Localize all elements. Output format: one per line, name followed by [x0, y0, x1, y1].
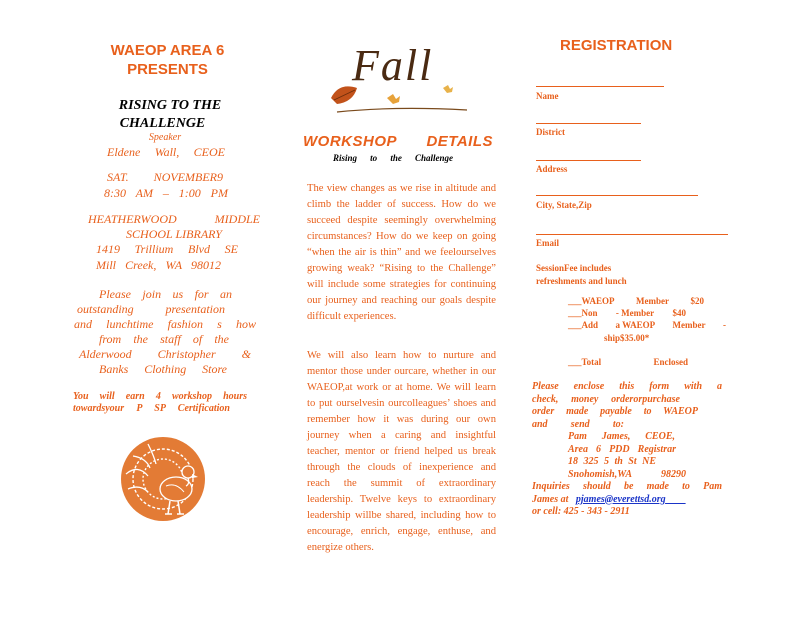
option-member-price: $20 [690, 296, 704, 306]
invite-line5: Alderwood Christopher & [79, 347, 251, 361]
address-field-line[interactable] [536, 160, 641, 161]
earn-line1: You will earn 4 workshop hours [73, 391, 247, 402]
presents-heading: PRESENTS [127, 61, 208, 78]
earn-line2: towardsyour P SP Certification [73, 403, 230, 414]
event-time: 8:30 AM – 1:00 PM [104, 186, 228, 200]
workshop-title-a: WORKSHOP [303, 133, 397, 150]
inquiries-line2 [532, 494, 722, 507]
inquiries-line3: or cell: 425 - 343 - 2911 [532, 506, 630, 517]
org-title: WAEOP AREA 6 [110, 42, 225, 59]
option-member-check: ___WAEOP [568, 296, 615, 306]
session-fee-line1: SessionFee includes [536, 263, 612, 273]
session-fee-line2: refreshments and lunch [536, 276, 627, 286]
speaker-label: Speaker [148, 132, 182, 143]
event-title-line1: RISING TO THE [118, 98, 222, 113]
email-field-line[interactable] [536, 234, 728, 235]
name-label: Name [536, 91, 559, 101]
workshop-sub-d: Challenge [414, 153, 453, 163]
venue-line1: HEATHERWOOD MIDDLE [88, 212, 260, 226]
name-field-line[interactable] [536, 86, 664, 87]
mail-address-line4: Snohomish,WA 98290 [568, 468, 686, 480]
option-add-member: Member [672, 320, 706, 330]
event-date: SAT. NOVEMBER9 [107, 170, 223, 184]
workshop-title-b: DETAILS [426, 133, 493, 150]
option-add-membership[interactable] [568, 320, 726, 330]
please-line1: Please enclose this form with a [532, 381, 722, 392]
option-nonmember-check: ___Non [568, 308, 598, 318]
event-title-line2: CHALLENGE [119, 116, 206, 131]
address-line1: 1419 Trillium Blvd SE [96, 242, 238, 256]
district-field-line[interactable] [536, 123, 641, 124]
option-nonmember-price: $40 [672, 308, 686, 318]
email-link[interactable]: pjames@everettsd.org [575, 493, 666, 505]
paragraph-2: We will also learn how to nurture and mentor those under ourcare, whether in our WAEOP,at work or at home. We will learn to put ourselvesin ourcolleagues’ shoes and remember how it was during our own journey when a caring and insightful teacher, mentor or friend helped us break through the clouds of inexperience and reach the summit of extraordinary leadership. Twelve keys to extraordinary leadership willbe shared, including how to encourage, enrich, engage, enthuse, and energize others. [307, 350, 496, 553]
option-nonmember[interactable] [568, 308, 686, 318]
payment-instructions [532, 381, 722, 519]
inquiries-name: James at [532, 493, 569, 505]
invite-line2: outstanding presentation [77, 302, 225, 316]
inquiries-line1: Inquiries should be made to Pam [532, 481, 722, 492]
please-line3: order made payable to WAEOP [532, 406, 698, 417]
option-nonmember-label: - Member [615, 308, 655, 318]
invite-line3: and lunchtime fashion s how [74, 317, 256, 331]
mail-address-line3: 18 325 5 th St NE [568, 456, 656, 467]
option-add-label: a WAEOP [615, 320, 656, 330]
city-label: City, State,Zip [536, 200, 592, 210]
option-member[interactable] [568, 296, 704, 306]
address-label: Address [536, 164, 568, 174]
fall-word: Fall [352, 41, 434, 90]
workshop-sub-a: Rising [333, 153, 358, 163]
option-add-dash: - [723, 320, 726, 330]
venue-line2: SCHOOL LIBRARY [126, 227, 222, 241]
total-label: Enclosed [653, 357, 688, 367]
invite-line1: Please join us for an [99, 287, 232, 301]
mail-address-line1: Pam James, CEOE, [568, 431, 675, 442]
registration-title: REGISTRATION [560, 37, 673, 54]
city-field-line[interactable] [536, 195, 698, 196]
speaker-name: Eldene Wall, CEOE [107, 145, 225, 159]
email-label: Email [536, 238, 560, 248]
workshop-sub-b: to [370, 153, 378, 163]
option-add-check: ___Add [568, 320, 599, 330]
invite-line6: Banks Clothing Store [99, 362, 227, 376]
turkey-icon [118, 434, 208, 524]
workshop-subtitle [333, 153, 453, 163]
total-check: ___Total [568, 357, 602, 367]
district-label: District [536, 127, 565, 137]
paragraph-1: The view changes as we rise in altitude and climb the ladder of success. How do we succeed despite seemingly overwhelming circumstances? How do we keep on going “when the air is thin” and we feelourselves growing weak? “Rising to the Challenge” will include some strategies for continuing our journey and reaching our goals despite difficult experiences. [307, 183, 496, 322]
invite-line4: from the staff of the [99, 332, 229, 346]
address-line2: Mill Creek, WA 98012 [96, 258, 221, 272]
option-add-price: ship$35.00* [604, 333, 650, 343]
workshop-title [303, 133, 493, 150]
option-member-label: Member [636, 296, 669, 306]
mail-address-line2: Area 6 PDD Registrar [568, 443, 676, 455]
workshop-sub-c: the [390, 153, 402, 163]
please-line4: and send to: [532, 418, 624, 430]
please-line2: check, money orderorpurchase [532, 393, 680, 405]
total-enclosed[interactable] [568, 357, 688, 367]
